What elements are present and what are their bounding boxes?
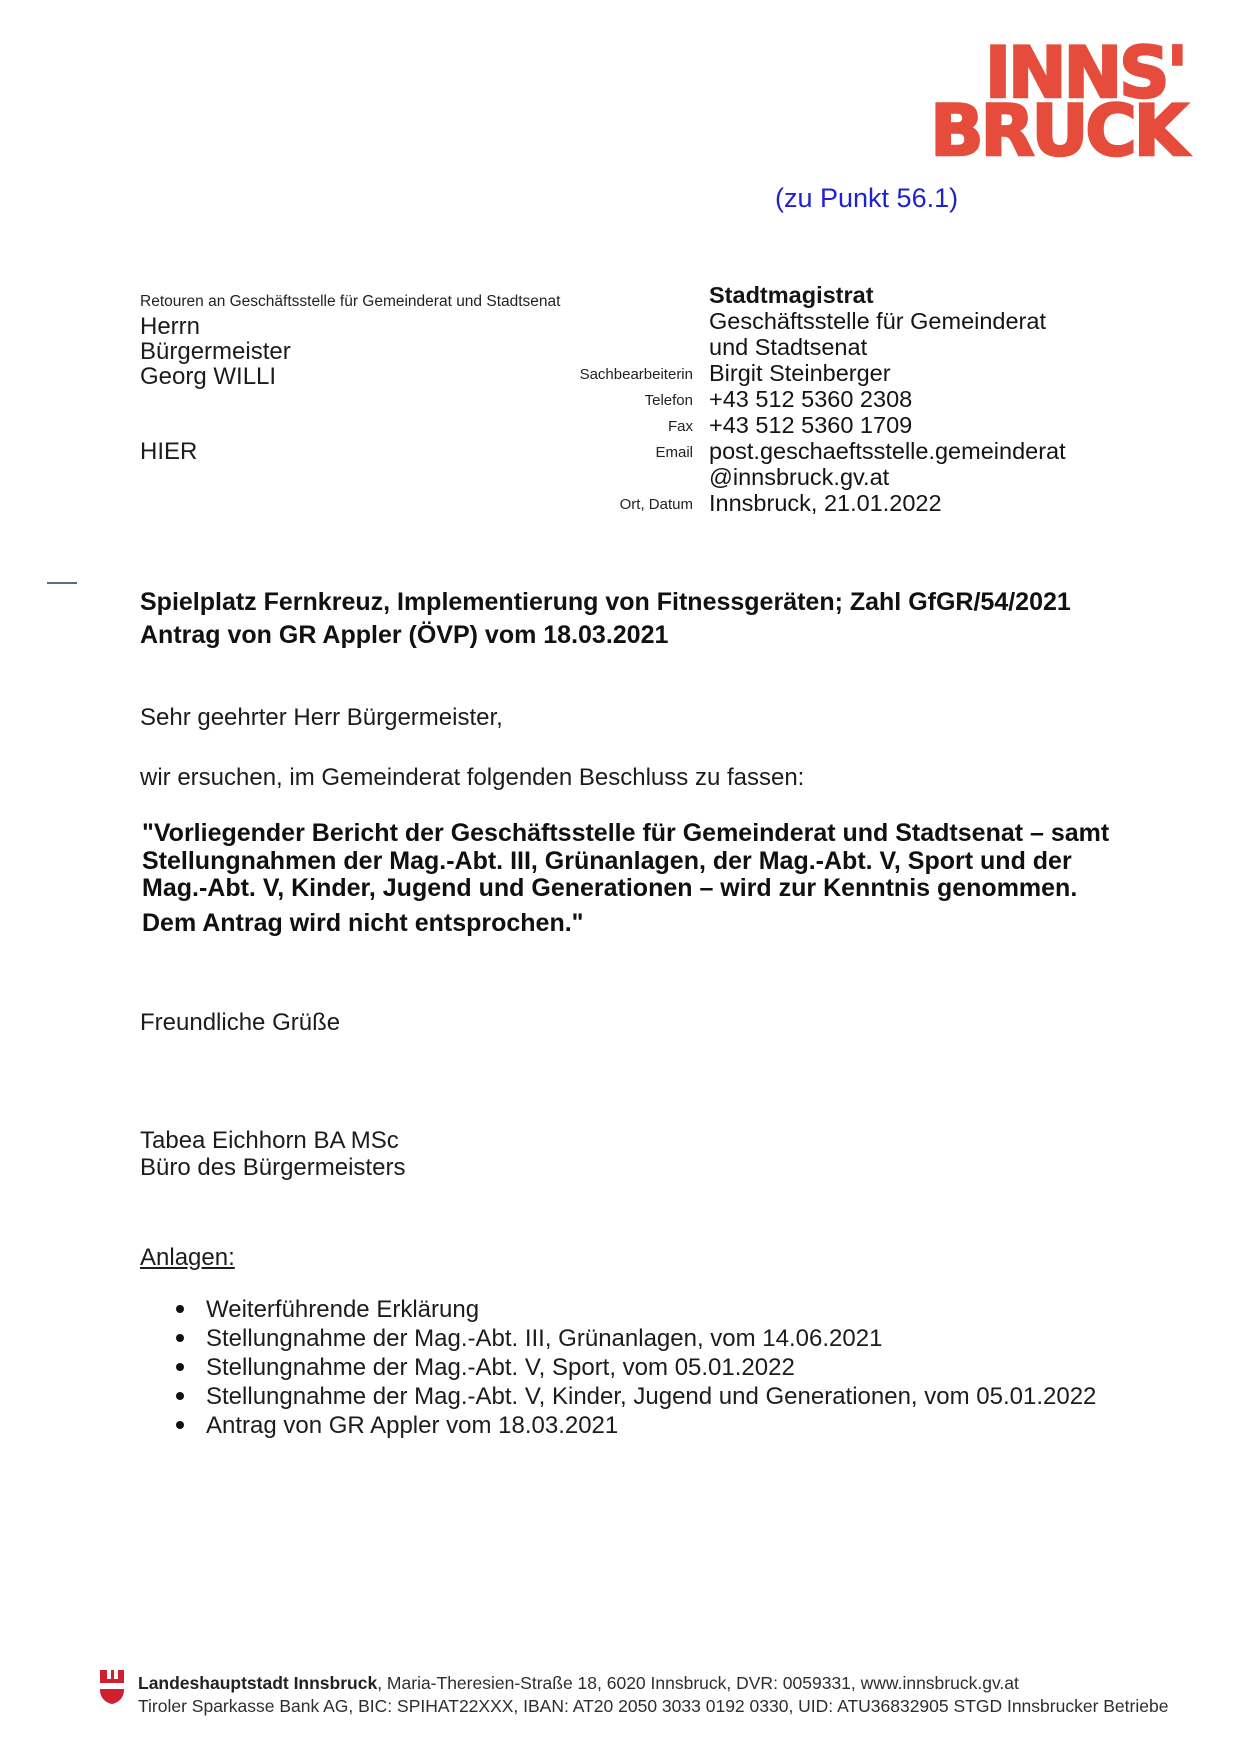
sender-org-line-2: und Stadtsenat: [709, 334, 868, 360]
attachment-item-label: Antrag von GR Appler vom 18.03.2021: [206, 1412, 619, 1439]
agenda-reference: (zu Punkt 56.1): [775, 183, 959, 213]
fax-label: Fax: [667, 418, 693, 435]
fax-value: +43 512 5360 1709: [709, 412, 913, 438]
intro-paragraph: wir ersuchen, im Gemeinderat folgenden Beschluss zu fassen:: [140, 764, 805, 791]
footer-city-name: Landeshauptstadt Innsbruck: [138, 1673, 378, 1693]
phone-value: +43 512 5360 2308: [709, 386, 913, 412]
bullet-icon: [176, 1392, 184, 1400]
attachment-item-label: Weiterführende Erklärung: [206, 1296, 480, 1323]
email-value-part-1: post.geschaeftsstelle.gemeinderat: [709, 438, 1066, 464]
signature-role: Büro des Bürgermeisters: [140, 1154, 406, 1181]
attachment-item: [172, 1324, 1096, 1353]
clerk-value: Birgit Steinberger: [709, 360, 891, 386]
resolution-paragraph-1: "Vorliegender Bericht der Geschäftsstelle für Gemeinderat und Stadtsenat – samt Stellungnahmen der Mag.-Abt. III, Grünanlagen, der Mag.-Abt. V, Sport und der Mag.-Abt. V, Kinder, Jugend und Generationen – wird zur Kenntnis genommen.: [142, 819, 1110, 902]
signature-block: [140, 1127, 405, 1181]
footer-address: , Maria-Theresien-Straße 18, 6020 Innsbruck, DVR: 0059331, www.innsbruck.gv.at: [377, 1673, 1019, 1693]
email-label: Email: [655, 444, 693, 461]
city-coat-of-arms-icon: [99, 1669, 125, 1705]
sender-contact-block: [530, 282, 1189, 516]
logo-line-2: BRUCK: [930, 90, 1185, 172]
clerk-label: Sachbearbeiterin: [579, 366, 693, 383]
sender-org-line-1: Geschäftsstelle für Gemeinderat: [709, 308, 1046, 334]
signature-name: Tabea Eichhorn BA MSc: [140, 1127, 399, 1154]
resolution-paragraph-2: Dem Antrag wird nicht entsprochen.": [142, 909, 584, 937]
attachment-item: [172, 1382, 1096, 1411]
date-label: Ort, Datum: [619, 496, 693, 513]
salutation: Sehr geehrter Herr Bürgermeister,: [140, 704, 503, 731]
bullet-icon: [176, 1305, 184, 1313]
return-address-line: Retouren an Geschäftsstelle für Gemeinderat und Stadtsenat: [140, 293, 561, 310]
innsbruck-logo: [930, 32, 1185, 172]
logo-line-1: INNS': [984, 32, 1185, 114]
attachments-heading: Anlagen:: [140, 1244, 235, 1271]
phone-label: Telefon: [644, 392, 693, 409]
attachments-list: [172, 1295, 1096, 1440]
fold-mark: [47, 582, 77, 584]
attachment-item: [172, 1411, 1096, 1440]
attachment-item: [172, 1353, 1096, 1382]
sender-org-name: Stadtmagistrat: [709, 282, 874, 308]
closing-phrase: Freundliche Grüße: [140, 1009, 341, 1036]
bullet-icon: [176, 1363, 184, 1371]
recipient-address-block: [140, 293, 560, 389]
bullet-icon: [176, 1421, 184, 1429]
recipient-name: Georg WILLI: [140, 363, 277, 390]
date-value: Innsbruck, 21.01.2022: [709, 490, 942, 516]
attachment-item: [172, 1295, 1096, 1324]
attachment-item-label: Stellungnahme der Mag.-Abt. III, Grünanlagen, vom 14.06.2021: [206, 1325, 883, 1352]
recipient-salutation: Herrn: [140, 313, 201, 340]
subject-line-2: Antrag von GR Appler (ÖVP) vom 18.03.2021: [140, 621, 669, 649]
recipient-city: HIER: [140, 438, 198, 465]
footer: [138, 1672, 1168, 1718]
bullet-icon: [176, 1334, 184, 1342]
recipient-title: Bürgermeister: [140, 338, 291, 365]
email-value-part-2: @innsbruck.gv.at: [709, 464, 890, 490]
attachment-item-label: Stellungnahme der Mag.-Abt. V, Sport, vom 05.01.2022: [206, 1354, 795, 1381]
subject-block: [140, 586, 1120, 652]
subject-line-1: Spielplatz Fernkreuz, Implementierung von Fitnessgeräten; Zahl GfGR/54/2021: [140, 588, 1071, 616]
attachment-item-label: Stellungnahme der Mag.-Abt. V, Kinder, Jugend und Generationen, vom 05.01.2022: [206, 1383, 1097, 1410]
footer-line-2: Tiroler Sparkasse Bank AG, BIC: SPIHAT22XXX, IBAN: AT20 2050 3033 0192 0330, UID: ATU36832905 STGD Innsbrucker Betriebe: [138, 1696, 1169, 1716]
footer-line-1: [138, 1672, 1168, 1695]
